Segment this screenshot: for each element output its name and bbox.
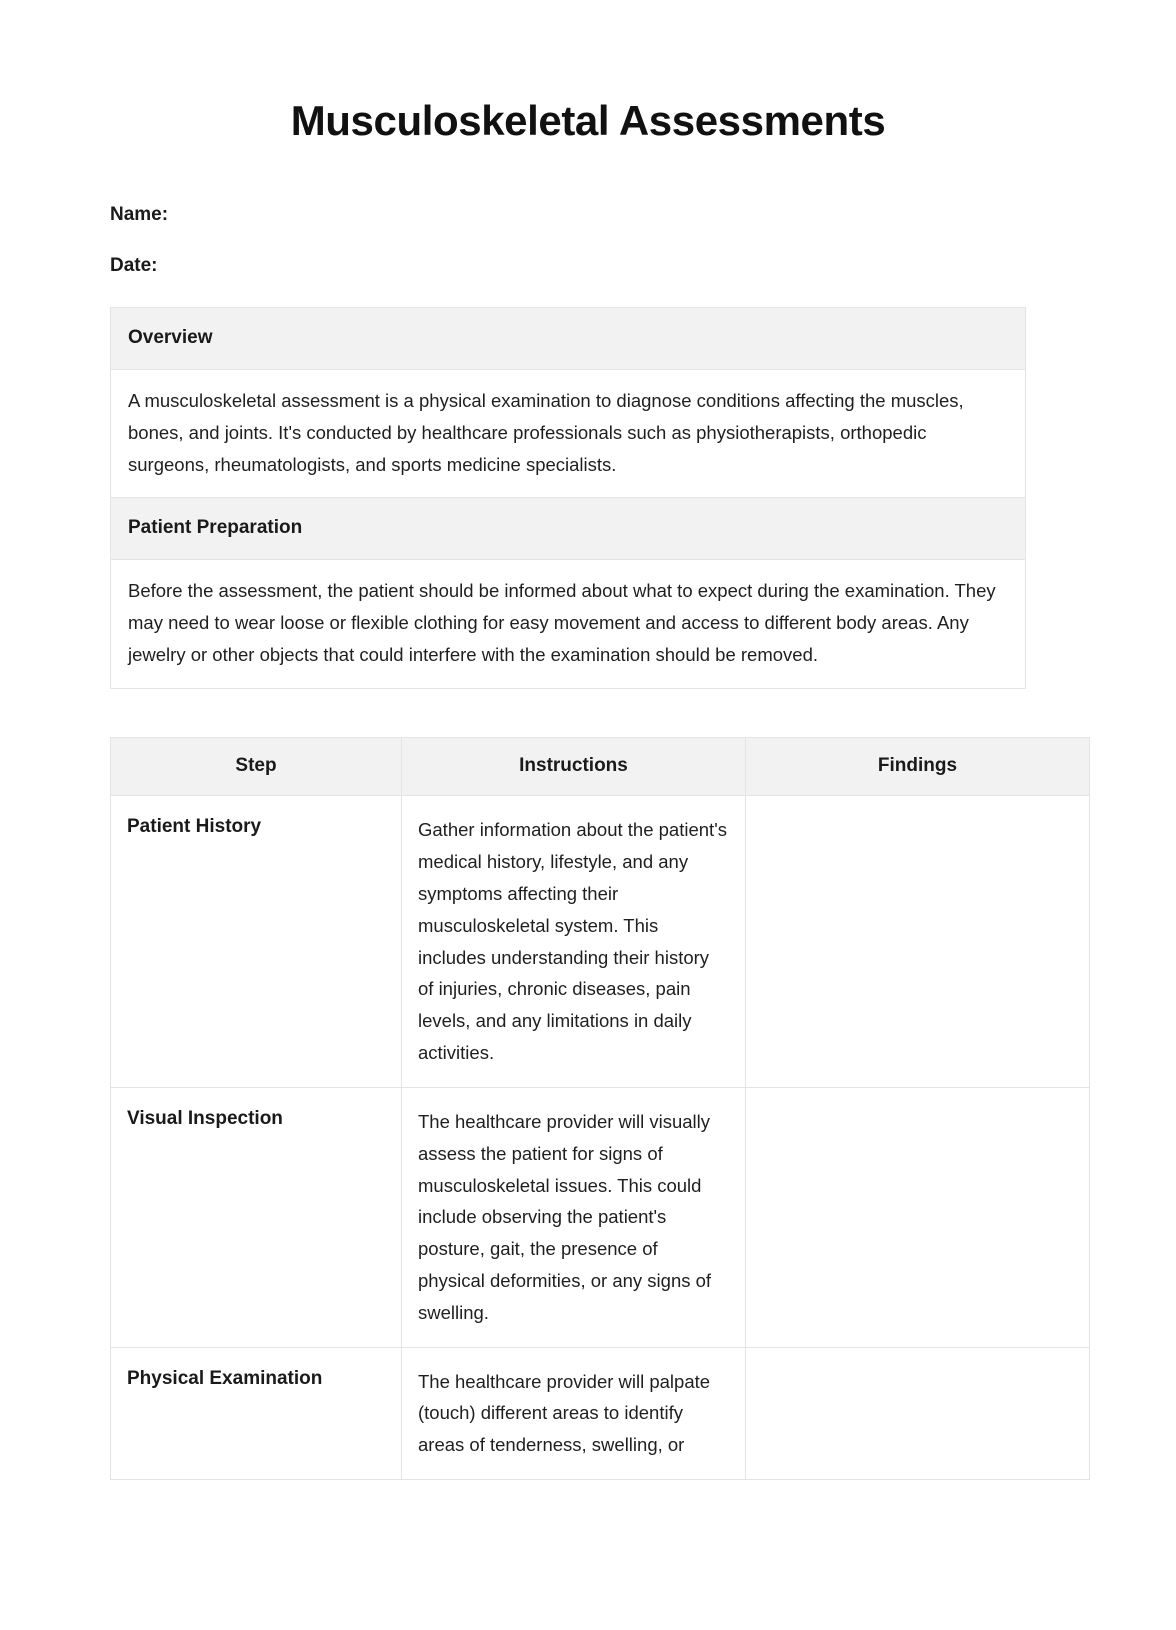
patient-preparation-heading: Patient Preparation	[111, 498, 1026, 560]
assessment-steps-table	[110, 737, 1090, 1480]
steps-table-header-row	[111, 737, 1090, 796]
table-row	[111, 796, 1090, 1088]
column-header-step: Step	[111, 737, 402, 796]
overview-body-row	[111, 369, 1026, 497]
name-field-label: Name:	[110, 203, 169, 225]
step-findings-input[interactable]	[746, 796, 1090, 1088]
overview-heading-row	[111, 308, 1026, 370]
patient-preparation-body-row	[111, 560, 1026, 688]
overview-heading: Overview	[111, 308, 1026, 370]
step-instructions: Gather information about the patient's medical history, lifestyle, and any symptoms affecting their musculoskeletal system. This includes understanding their history of injuries, chronic diseases, pain levels, and any limitations in daily activities.	[402, 796, 746, 1088]
step-name: Physical Examination	[111, 1347, 402, 1479]
step-findings-input[interactable]	[746, 1087, 1090, 1347]
patient-preparation-heading-row	[111, 498, 1026, 560]
patient-preparation-body-text: Before the assessment, the patient should be informed about what to expect during the examination. They may need to wear loose or flexible clothing for easy movement and access to different body areas. Any jewelry or other objects that could interfere with the examination should be removed.	[111, 560, 1026, 688]
step-instructions: The healthcare provider will visually assess the patient for signs of musculoskeletal issues. This could include observing the patient's posture, gait, the presence of physical deformities, or any signs of swelling.	[402, 1087, 746, 1347]
patient-form-fields	[110, 204, 1066, 279]
step-findings-input[interactable]	[746, 1347, 1090, 1479]
table-row	[111, 1087, 1090, 1347]
step-name: Patient History	[111, 796, 402, 1088]
column-header-instructions: Instructions	[402, 737, 746, 796]
overview-body-text: A musculoskeletal assessment is a physical examination to diagnose conditions affecting the muscles, bones, and joints. It's conducted by healthcare professionals such as physiotherapists, orthopedic surgeons, rheumatologists, and sports medicine specialists.	[111, 369, 1026, 497]
step-instructions: The healthcare provider will palpate (touch) different areas to identify areas of tenderness, swelling, or	[402, 1347, 746, 1479]
column-header-findings: Findings	[746, 737, 1090, 796]
overview-info-table	[110, 307, 1026, 688]
step-name: Visual Inspection	[111, 1087, 402, 1347]
page-title: Musculoskeletal Assessments	[290, 97, 886, 144]
table-row	[111, 1347, 1090, 1479]
date-field-label: Date:	[110, 255, 158, 277]
